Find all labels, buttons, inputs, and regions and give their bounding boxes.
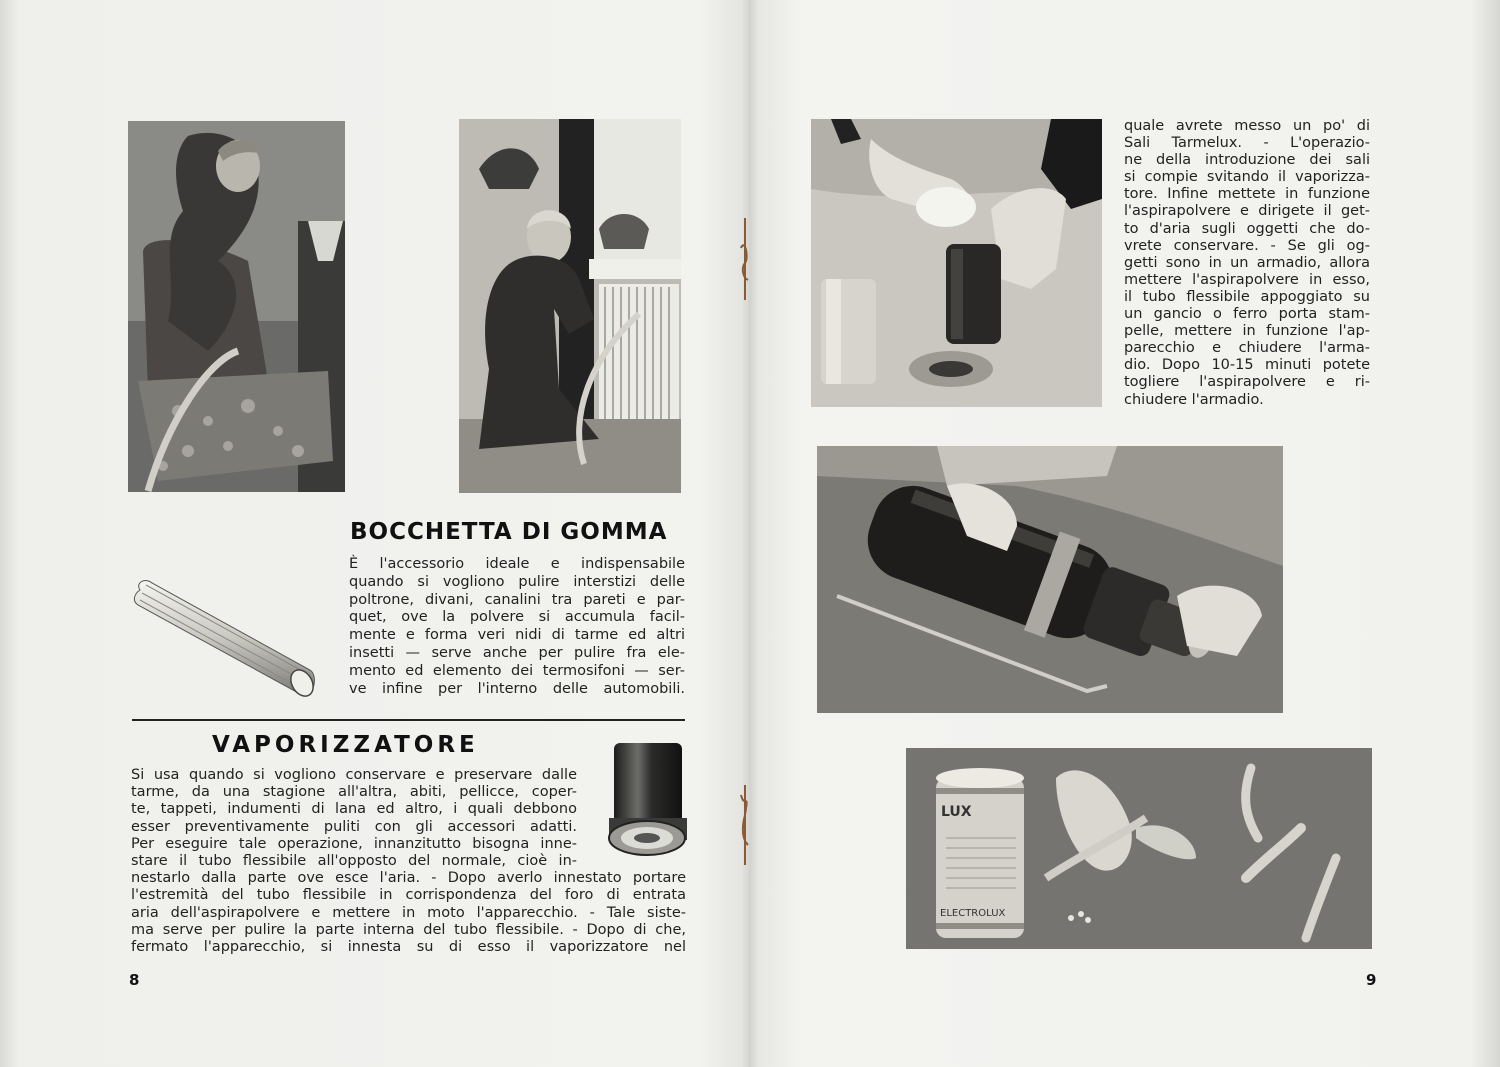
page-number-right: 9 bbox=[1366, 971, 1377, 989]
text-line: l'estremità del tubo flessibile in corrispondenza del foro di entrata bbox=[131, 887, 686, 904]
text-line: parecchio e chiudere l'arma- bbox=[1124, 340, 1370, 357]
text-line: vrete conservare. - Se gli og- bbox=[1124, 237, 1370, 254]
heading-bocchetta-di-gomma: BOCCHETTA DI GOMMA bbox=[350, 519, 668, 545]
text-line: mente e forma veri nidi di tarme ed altri bbox=[349, 627, 685, 644]
rubber-nozzle-illustration bbox=[130, 575, 320, 705]
tin-brand: ELECTROLUX bbox=[940, 908, 1006, 919]
text-line: stare il tubo flessibile all'opposto del normale, cioè in- bbox=[131, 853, 577, 870]
text-line: mento ed elemento dei termosifoni — ser- bbox=[349, 662, 685, 679]
continued-text bbox=[1124, 118, 1370, 409]
text-line: quando si vogliono pulire interstizi delle bbox=[349, 573, 685, 590]
text-line: quale avrete messo un po' di bbox=[1124, 118, 1370, 134]
binding-thread-bottom bbox=[740, 785, 750, 865]
text-line: getti sono in un armadio, allora bbox=[1124, 254, 1370, 271]
left-page bbox=[0, 0, 749, 1067]
text-line: Per eseguire tale operazione, innanzitutto bisogna inne- bbox=[131, 835, 577, 852]
text-line: ne della introduzione dei sali bbox=[1124, 152, 1370, 169]
text-line: tarme, da una stagione all'altra, abiti, pellicce, coper- bbox=[131, 784, 577, 801]
text-line: È l'accessorio ideale e indispensabile bbox=[349, 556, 685, 572]
text-line: si compie svitando il vaporizza- bbox=[1124, 169, 1370, 186]
photo-hands-salts bbox=[811, 119, 1102, 407]
text-line: insetti — serve anche per pulire fra ele- bbox=[349, 644, 685, 661]
text-line: fermato l'apparecchio, si innesta su di esso il vaporizzatore nel bbox=[131, 939, 686, 956]
text-line: nestarlo dalla parte ove esce l'aria. - Dopo averlo innestato portare bbox=[131, 870, 686, 887]
text-line: un gancio o ferro porta stam- bbox=[1124, 306, 1370, 323]
text-line: il tubo flessibile appoggiato su bbox=[1124, 288, 1370, 305]
text-line: l'aspirapolvere e dirigete il get- bbox=[1124, 203, 1370, 220]
heading-vaporizzatore: VAPORIZZATORE bbox=[212, 732, 479, 758]
text-line: ma serve per pulire la parte interna del tubo flessibile. - Dopo di che, bbox=[131, 921, 686, 938]
vaporizzatore-description bbox=[131, 767, 686, 956]
text-line: to d'aria sugli oggetti che do- bbox=[1124, 220, 1370, 237]
text-line: Sali Tarmelux. - L'operazio- bbox=[1124, 135, 1370, 152]
section-divider bbox=[132, 719, 685, 721]
text-line: pelle, mettere in funzione l'ap- bbox=[1124, 323, 1370, 340]
bocchetta-description bbox=[349, 556, 685, 698]
photo-armchair-cleaning bbox=[128, 121, 345, 492]
text-line: ve infine per l'interno delle automobili. bbox=[349, 680, 685, 697]
text-line: Si usa quando si vogliono conservare e preservare dalle bbox=[131, 767, 577, 783]
text-line: dio. Dopo 10-15 minuti potete bbox=[1124, 357, 1370, 374]
text-line: mettere l'aspirapolvere in esso, bbox=[1124, 271, 1370, 288]
photo-vacuum-cleaner bbox=[817, 446, 1283, 713]
text-line: togliere l'aspirapolvere e ri- bbox=[1124, 374, 1370, 391]
text-line: aria dell'aspirapolvere e mettere in moto l'apparecchio. - Tale siste- bbox=[131, 904, 686, 921]
text-line: chiudere l'armadio. bbox=[1124, 391, 1264, 408]
tin-label: LUX bbox=[941, 804, 972, 820]
text-line: esser preventivamente puliti con gli accessori adatti. bbox=[131, 818, 577, 835]
binding-thread-top bbox=[740, 218, 750, 300]
text-line: poltrone, divani, canalini tra pareti e par- bbox=[349, 591, 685, 608]
text-line: quet, ove la polvere si accumula facil- bbox=[349, 609, 685, 626]
right-page bbox=[751, 0, 1500, 1067]
text-line: tore. Infine mettete in funzione bbox=[1124, 186, 1370, 203]
photo-radiator-cleaning bbox=[459, 119, 681, 493]
text-line: te, tappeti, indumenti di lana ed altro, i quali debbono bbox=[131, 801, 577, 818]
photo-tarmelux-tin-and-moths bbox=[906, 748, 1372, 949]
page-number-left: 8 bbox=[129, 971, 140, 989]
